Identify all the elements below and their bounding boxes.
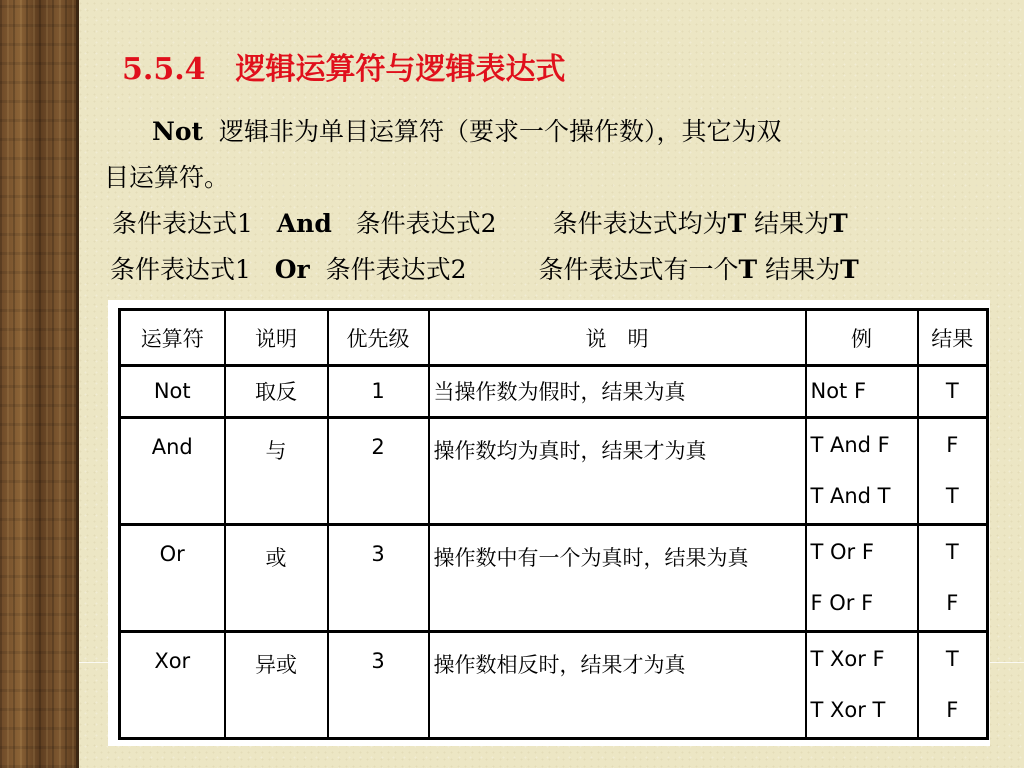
operator-table-panel — [108, 300, 990, 746]
example-line: F Or F — [810, 590, 874, 615]
or-t1: T — [738, 255, 758, 284]
cell-operator: Or — [120, 524, 225, 631]
cell-short: 取反 — [225, 366, 328, 418]
or-line — [110, 254, 859, 286]
result-line: T — [945, 646, 959, 671]
example-line: T And F — [810, 432, 890, 457]
or-op: Or — [274, 255, 310, 284]
cell-description: 当操作数为假时，结果为真 — [429, 366, 806, 418]
cell-examples — [806, 631, 918, 738]
cell-examples — [806, 417, 918, 524]
cell-short: 或 — [225, 524, 328, 631]
cell-example: Not F — [806, 366, 918, 418]
cell-priority: 2 — [328, 417, 429, 524]
or-expr1: 条件表达式1 — [110, 255, 251, 284]
and-t1: T — [727, 209, 747, 238]
result-line: F — [946, 697, 959, 722]
header-operator: 运算符 — [120, 310, 225, 366]
cell-short: 异或 — [225, 631, 328, 738]
header-description: 说 明 — [429, 310, 806, 366]
table-row — [120, 366, 988, 418]
header-priority: 优先级 — [328, 310, 429, 366]
or-desc-pre: 条件表达式有一个 — [538, 255, 739, 284]
and-expr1: 条件表达式1 — [112, 209, 253, 238]
result-line: F — [946, 590, 959, 615]
and-desc-mid: 结果为 — [754, 209, 830, 238]
cell-operator: Xor — [120, 631, 225, 738]
intro-line-1 — [152, 116, 782, 148]
header-example: 例 — [806, 310, 918, 366]
cell-result: T — [918, 366, 988, 418]
cell-priority: 3 — [328, 631, 429, 738]
example-line: T Xor T — [810, 697, 886, 722]
and-desc-pre: 条件表达式均为 — [552, 209, 728, 238]
and-line — [112, 208, 848, 240]
header-result: 结果 — [918, 310, 988, 366]
result-line: F — [946, 432, 959, 457]
wood-sidebar — [0, 0, 78, 768]
and-op: And — [276, 209, 332, 238]
operator-table — [118, 308, 989, 740]
table-row — [120, 417, 988, 524]
example-line: T Xor F — [810, 646, 885, 671]
result-line: T — [945, 539, 959, 564]
example-line: T Or F — [810, 539, 874, 564]
table-row — [120, 631, 988, 738]
sidebar-edge — [76, 0, 79, 768]
and-t2: T — [829, 209, 848, 238]
table-row — [120, 524, 988, 631]
cell-operator: Not — [120, 366, 225, 418]
table-header-row — [120, 310, 988, 366]
cell-priority: 1 — [328, 366, 429, 418]
cell-results — [918, 524, 988, 631]
cell-description: 操作数均为真时，结果才为真 — [429, 417, 806, 524]
cell-short: 与 — [225, 417, 328, 524]
and-expr2: 条件表达式2 — [355, 209, 497, 238]
header-description-short: 说明 — [225, 310, 328, 366]
or-desc-mid: 结果为 — [765, 255, 841, 284]
cell-results — [918, 417, 988, 524]
cell-operator: And — [120, 417, 225, 524]
or-t2: T — [840, 255, 859, 284]
intro-text: 逻辑非为单目运算符（要求一个操作数），其它为双 — [218, 117, 782, 146]
intro-line-2: 目运算符。 — [104, 163, 230, 192]
example-line: T And T — [810, 483, 891, 508]
cell-priority: 3 — [328, 524, 429, 631]
cell-results — [918, 631, 988, 738]
result-line: T — [945, 483, 959, 508]
title-text: 逻辑运算符与逻辑表达式 — [235, 52, 566, 87]
intro-not: Not — [152, 117, 204, 146]
or-expr2: 条件表达式2 — [325, 255, 467, 284]
slide-title — [122, 50, 566, 90]
cell-description: 操作数相反时，结果才为真 — [429, 631, 806, 738]
title-number: 5.5.4 — [122, 52, 206, 87]
cell-examples — [806, 524, 918, 631]
cell-description: 操作数中有一个为真时，结果为真 — [429, 524, 806, 631]
